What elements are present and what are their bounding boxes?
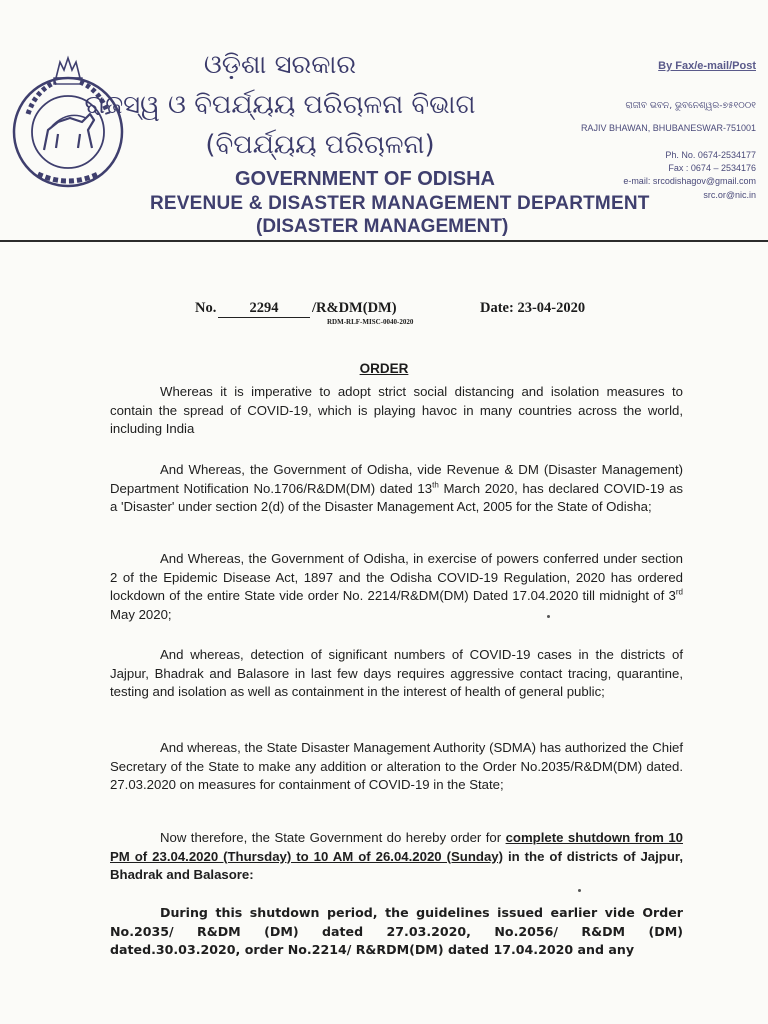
address-odia: ରାଜୀବ ଭବନ, ଭୁବନେଶ୍ୱର-୭୫୧୦୦୧ [625,101,756,111]
reference-number: 2294 [218,300,310,318]
paragraph-whereas-1: Whereas it is imperative to adopt strict social distancing and isolation measures to contain the spread of COVID-19, which is playing havoc in many countries across the world, including India [110,384,683,437]
odia-government-title: ଓଡ଼ିଶା ସରକାର [203,50,357,80]
paragraph-text: And Whereas, the Government of Odisha, in exercise of powers conferred under section 2 of the Epidemic Disease Act, 1897 and the Odisha COVID-19 Regulation, 2020 has ordered lockdown of the entire State vide order No. 2214/R&DM(DM) Dated 17.04.2020 till midnight of 3 [110,551,683,604]
stray-mark [547,615,550,618]
letterhead-divider [0,240,768,242]
ordinal-suffix: rd [675,587,683,597]
paragraph-text: March 2020, has declared COVID-19 as a 'Disaster' under section 2(d) of the Disaster Management Act, 2005 for the State of Odisha; [110,480,683,515]
paragraph-whereas-3 [110,550,683,624]
shutdown-period: complete shutdown from 10 PM of 23.04.2020 (Thursday) to 10 AM of 26.04.2020 (Sunday) [110,830,683,864]
email-address-secondary: src.or@nic.in [703,190,756,200]
file-code: RDM-RLF-MISC-0040-2020 [327,318,414,326]
odia-department-title: ରାଜସ୍ୱ ଓ ବିପର୍ଯ୍ୟୟ ପରିଚାଳନା ବିଭାଗ [84,90,476,120]
phone-number: Ph. No. 0674-2534177 [665,150,756,160]
division-title: (DISASTER MANAGEMENT) [256,216,509,237]
paragraph-text: Now therefore, the State Government do hereby order for [160,830,506,845]
order-date: Date: 23-04-2020 [480,300,586,316]
stray-mark [578,889,581,892]
paragraph-text: And Whereas, the Government of Odisha, vide Revenue & DM (Disaster Management) Department Notification No.1706/R&DM(DM) dated 13 [110,462,683,496]
paragraph-whereas-2 [110,461,683,517]
paragraph-text: in the of districts of Jajpur, Bhadrak and Balasore: [110,848,683,883]
address-english: RAJIV BHAWAN, BHUBANESWAR-751001 [580,123,756,133]
paragraph-order-shutdown [110,829,683,885]
government-title: GOVERNMENT OF ODISHA [234,168,495,190]
department-title: REVENUE & DISASTER MANAGEMENT DEPARTMENT [150,193,650,214]
paragraph-text: May 2020; [110,606,172,622]
reference-department-code: /R&DM(DM) [312,300,397,316]
paragraph-guidelines: During this shutdown period, the guidelines issued earlier vide Order No.2035/ R&DM (DM) dated 27.03.2020, No.2056/ R&DM (DM) dated.30.03.2020, order No.2214/ R&RDM(DM) dated 17.04.2020 and any [110,905,683,958]
order-title: ORDER [359,361,409,376]
fax-number: Fax : 0674 – 2534176 [668,163,756,173]
odia-division-title: (ବିପର୍ଯ୍ୟୟ ପରିଚାଳନା) [205,130,435,160]
paragraph-whereas-5: And whereas, the State Disaster Management Authority (SDMA) has authorized the Chief Secretary of the State to make any addition or alteration to the Order No.2035/R&DM(DM) dated. 27.03.2020 on measures for containment of COVID-19 in the State; [110,740,683,793]
delivery-mode-note: By Fax/e-mail/Post [658,60,756,72]
email-address: e-mail: srcodishagov@gmail.com [623,176,756,186]
ordinal-suffix: th [432,480,439,490]
reference-no-label: No. [195,300,217,316]
paragraph-whereas-4: And whereas, detection of significant numbers of COVID-19 cases in the districts of Jajpur, Bhadrak and Balasore in last few days requires aggressive contact tracing, quarantine, testing and isolation as well as containment in the interest of health of general public; [110,647,683,700]
